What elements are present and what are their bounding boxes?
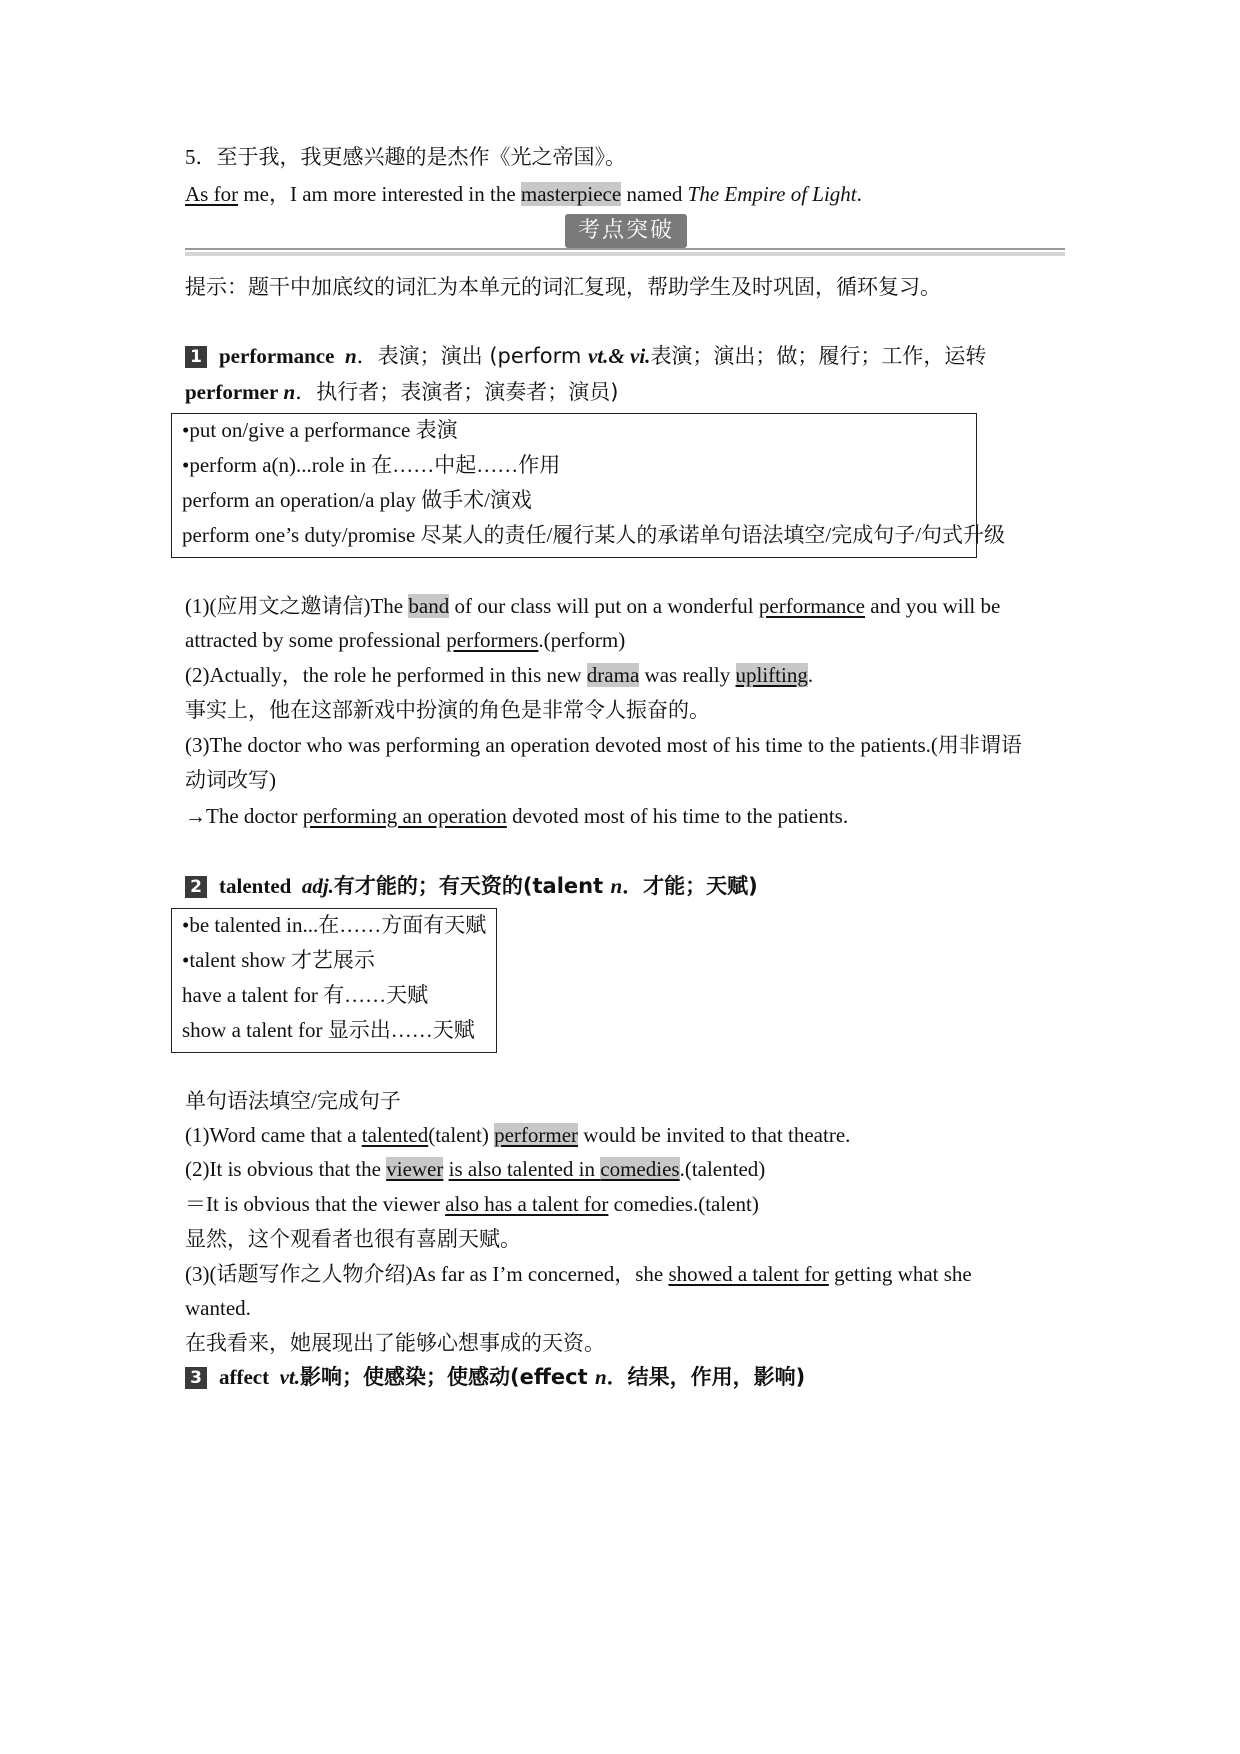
section1-ex1-line1: (1)(应用文之邀请信)The band of our class will put on a wonderful performance and you will be (185, 594, 1001, 618)
section2-ex1: (1)Word came that a talented(talent) performer would be invited to that theatre. (185, 1123, 851, 1147)
phrase-row: show a talent for 显示出……天赋 (182, 1018, 475, 1042)
highlight-masterpiece: masterpiece (520, 182, 622, 206)
banner-rule (185, 248, 1065, 250)
section1-phrase-box (171, 413, 1006, 558)
section1-ex1-line2: attracted by some professional performers.(perform) (185, 628, 626, 652)
answer-showed-a-talent-for: showed a talent for (668, 1262, 829, 1286)
answer-performers: performers (446, 628, 539, 652)
section2-heading: 2 talented adj.有才能的；有天资的(talent n．才能；天赋) (185, 872, 758, 900)
highlight-viewer: viewer (386, 1157, 444, 1181)
section2-subtitle: 单句语法填空/完成句子 (185, 1089, 401, 1113)
section2-ex3-line1: (3)(话题写作之人物介绍)As far as I’m concerned，she showed a talent for getting what she (185, 1262, 972, 1286)
item5-cn: 5．至于我，我更感兴趣的是杰作《光之帝国》。 (185, 145, 626, 169)
section2-ex2-rewrite: ＝It is obvious that the viewer also has a talent for comedies.(talent) (185, 1192, 759, 1216)
section1-heading: 1 performance n．表演；演出 (perform vt.& vi.表演；演出；做；履行；工作，运转 (185, 342, 986, 370)
answer-is-also-talented-in: is also talented in (448, 1157, 601, 1181)
title-empire-of-light: The Empire of Light (687, 182, 857, 206)
section1-number: 1 (185, 346, 207, 368)
phrase-row: •be talented in...在……方面有天赋 (182, 913, 487, 937)
section1-ex2: (2)Actually，the role he performed in this new drama was really uplifting. (185, 663, 814, 687)
answer-performance: performance (758, 594, 866, 618)
section3-number: 3 (185, 1367, 207, 1389)
section2-phrase-box (171, 908, 497, 1053)
phrase-row: •put on/give a performance 表演 (182, 418, 458, 442)
phrase-row: perform one’s duty/promise 尽某人的责任/履行某人的承诺单句语法填空/完成句子/句式升级 (182, 523, 1006, 547)
section2-ex3-cn: 在我看来，她展现出了能够心想事成的天资。 (185, 1331, 605, 1355)
section3-heading: 3 affect vt.影响；使感染；使感动(effect n．结果，作用，影响) (185, 1363, 805, 1391)
highlight-drama: drama (586, 663, 640, 687)
highlight-performer: performer (494, 1123, 579, 1147)
section2-number: 2 (185, 876, 207, 898)
section1-ex3-line2: 动词改写) (185, 768, 276, 792)
section2-ex3-line2: wanted. (185, 1296, 251, 1320)
section1-ex2-cn: 事实上，他在这部新戏中扮演的角色是非常令人振奋的。 (185, 698, 710, 722)
answer-also-has-a-talent-for: also has a talent for (445, 1192, 609, 1216)
phrase-row: •perform a(n)...role in 在……中起……作用 (182, 453, 561, 477)
section1-heading-2: performer n．执行者；表演者；演奏者；演员) (185, 380, 619, 404)
highlight-uplifting: uplifting (735, 663, 808, 687)
banner-rule-shadow (185, 252, 1065, 256)
section1-ex3-line1: (3)The doctor who was performing an operation devoted most of his time to the patients.(用非谓语 (185, 733, 1022, 757)
phrase-as-for: As for (185, 182, 239, 206)
banner-label: 考点突破 (565, 214, 687, 248)
phrase-row: have a talent for 有……天赋 (182, 983, 429, 1007)
tip-text: 提示：题干中加底纹的词汇为本单元的词汇复现，帮助学生及时巩固，循环复习。 (185, 275, 941, 299)
item5-en: As for me，I am more interested in the masterpiece named The Empire of Light. (185, 182, 862, 206)
highlight-band: band (408, 594, 450, 618)
answer-talented: talented (361, 1123, 429, 1147)
section2-ex2-cn: 显然，这个观看者也很有喜剧天赋。 (185, 1227, 521, 1251)
phrase-row: •talent show 才艺展示 (182, 948, 375, 972)
answer-performing-an-operation: performing an operation (302, 804, 507, 828)
section2-ex2: (2)It is obvious that the viewer is also talented in comedies.(talented) (185, 1157, 766, 1181)
highlight-comedies: comedies (600, 1157, 680, 1181)
phrase-row: perform an operation/a play 做手术/演戏 (182, 488, 532, 512)
section-banner (185, 214, 1065, 254)
section1-ex3-answer: →The doctor performing an operation devoted most of his time to the patients. (185, 804, 849, 828)
